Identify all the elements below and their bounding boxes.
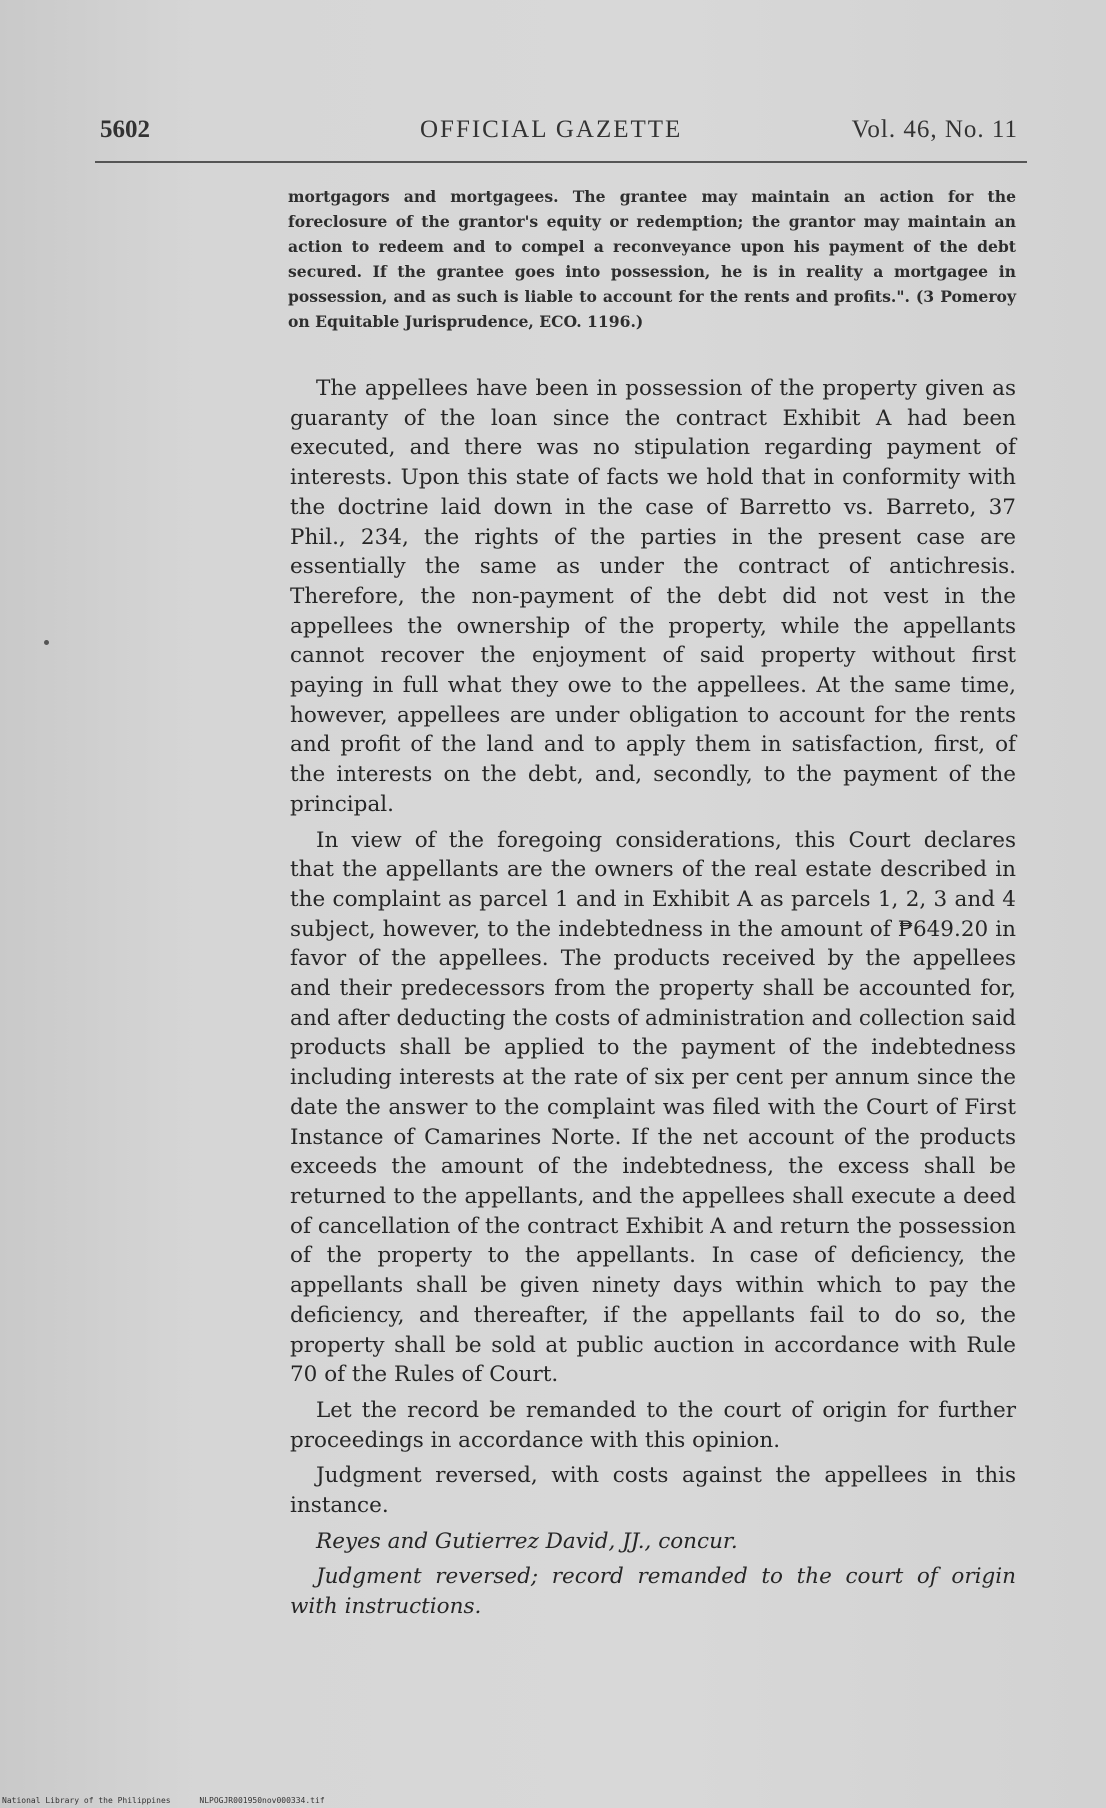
paragraph: Let the record be remanded to the court of origin for further proceedings in accordance with this opinion.: [290, 1397, 1016, 1453]
library-name: National Library of the Philippines: [2, 1796, 171, 1805]
paragraph: Reyes and Gutierrez David, JJ., concur.: [316, 1528, 738, 1554]
volume-number: Vol. 46, No. 11: [851, 116, 1018, 143]
file-name: NLPOGJR001950nov000334.tif: [199, 1796, 325, 1805]
paragraph: In view of the foregoing considerations, this Court declares that the appellants are the owners of the real estate described in the complaint as parcel 1 and in Exhibit A as parcels 1, 2, 3 and 4 subject, however, to the indebtedness in the amount of ₱649.20 in favor of the appellees. The products received by the appellees and their predecessors from the property shall be accounted for, and after deducting the costs of administration and collection said products shall be applied to the payment of the indebtedness including interests at the rate of six per cent per annum since the date the answer to the complaint was filed with the Court of First Instance of Camarines Norte. If the net account of the products exceeds the amount of the indebtedness, the excess shall be returned to the appellants, and the appellees shall execute a deed of cancellation of the contract Exhibit A and return the possession of the property to the appellants. In case of deficiency, the appellants shall be given ninety days within which to pay the deficiency, and thereafter, if the appellants fail to do so, the property shall be sold at public auction in accordance with Rule 70 of the Rules of Court.: [290, 827, 1016, 1388]
page-number: 5602: [100, 116, 150, 143]
publication-title: OFFICIAL GAZETTE: [420, 116, 683, 143]
paragraph: Judgment reversed; record remanded to the court of origin with instructions.: [290, 1564, 1016, 1620]
scan-speck: [44, 640, 49, 645]
paragraph: Judgment reversed, with costs against the appellees in this instance.: [290, 1463, 1016, 1519]
header-rule: [95, 161, 1027, 163]
scan-footer: [2, 1796, 349, 1805]
page-header: [100, 112, 1018, 152]
body-text: [290, 374, 1016, 1628]
paragraph: The appellees have been in possession of the property given as guaranty of the loan since the contract Exhibit A had been executed, and there was no stipulation regarding payment of interests. Upon this state of facts we hold that in conformity with the doctrine laid down in the case of Barretto vs. Barreto, 37 Phil., 234, the rights of the parties in the present case are essentially the same as under the contract of antichresis. Therefore, the non-payment of the debt did not vest in the appellees the ownership of the property, while the appellants cannot recover the enjoyment of said property without first paying in full what they owe to the appellees. At the same time, however, appellees are under obligation to account for the rents and profit of the land and to apply them in satisfaction, first, of the interests on the debt, and, secondly, to the payment of the principal.: [290, 376, 1016, 817]
quoted-passage: mortgagors and mortgagees. The grantee may maintain an action for the foreclosure of the grantor's equity or redemption; the grantor may maintain an action to redeem and to compel a reconveyance upon his payment of the debt secured. If the grantee goes into possession, he is in reality a mortgagee in possession, and as such is liable to account for the rents and profits.". (3 Pomeroy on Equitable Jurisprudence, ECO. 1196.): [288, 187, 1016, 331]
